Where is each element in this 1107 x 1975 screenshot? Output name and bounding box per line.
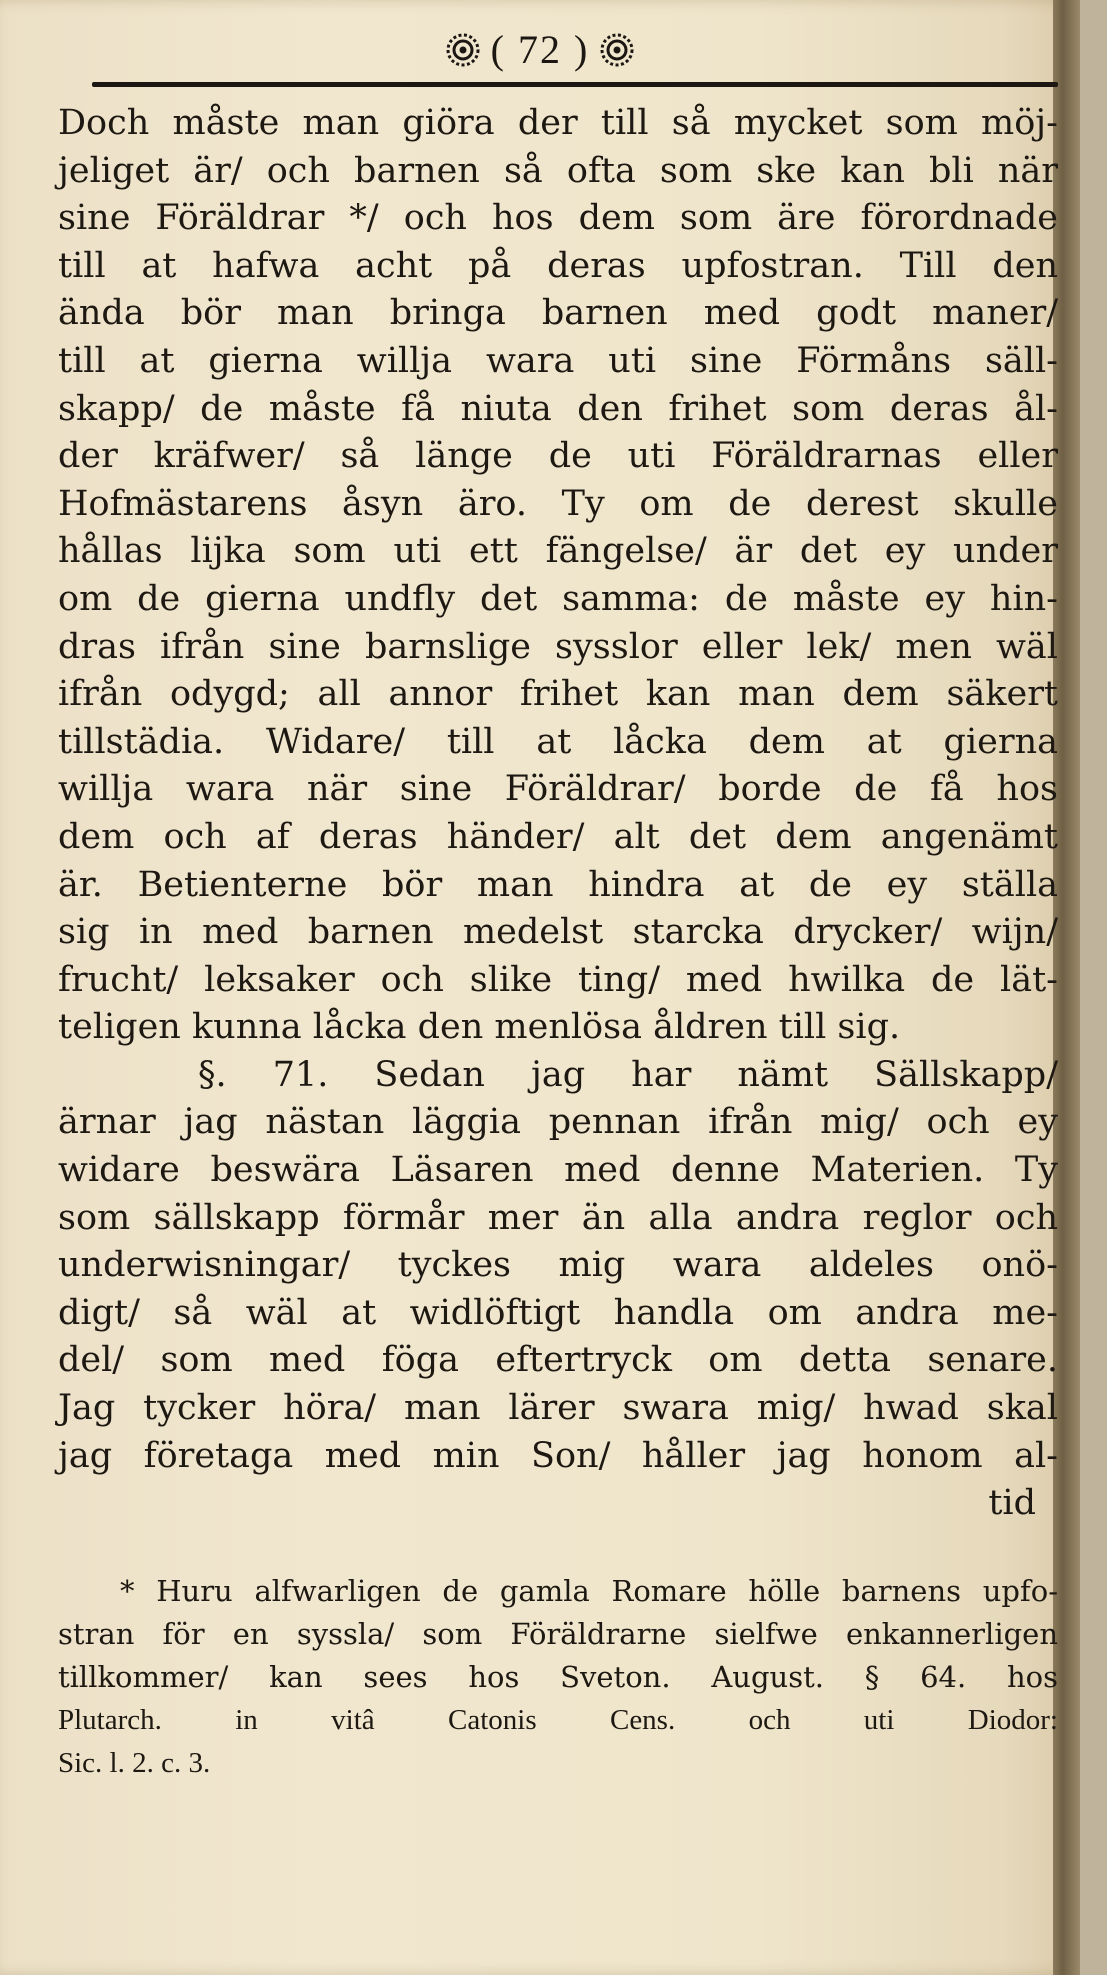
text-line: skapp/ de måste få niuta den frihet som deras ål-: [58, 388, 1058, 429]
text-line: till at gierna willja wara uti sine Förmåns säll-: [58, 340, 1058, 381]
footnote-line: * Huru alfwarligen de gamla Romare hölle barnens upfo-: [120, 1574, 1058, 1608]
text-line: der kräfwer/ så länge de uti Föräldrarnas eller: [58, 436, 1058, 477]
text-line: sig in med barnen medelst starcka drycker/ wijn/: [58, 912, 1058, 953]
text-line: tillstädia. Widare/ till at låcka dem at gierna: [58, 721, 1058, 762]
footnote: [58, 1570, 1058, 1785]
text-line: är. Betienterne bör man hindra at de ey ställa: [58, 864, 1058, 905]
catchword: tid: [988, 1483, 1036, 1524]
text-line: digt/ så wäl at widlöftigt handla om andra me-: [58, 1292, 1058, 1333]
footnote-line: tillkommer/ kan sees hos Sveton. August. § 64. hos: [58, 1660, 1058, 1694]
text-line: ifrån odygd; all annor frihet kan man dem säkert: [58, 674, 1058, 715]
text-line: dem och af deras händer/ alt det dem angenämt: [58, 816, 1058, 857]
text-line: jeliget är/ och barnen så ofta som ske kan bli när: [58, 150, 1058, 191]
section-heading-line: §. 71. Sedan jag har nämt Sällskapp/: [198, 1054, 1058, 1095]
rosette-ornament-icon: [599, 32, 635, 68]
text-line: Jag tycker höra/ man lärer swara mig/ hwad skal: [58, 1388, 1058, 1429]
text-line: om de gierna undfly det samma: de måste ey hin-: [58, 578, 1058, 619]
text-line: Doch måste man giöra der till så mycket som möj-: [58, 103, 1058, 143]
text-line: hållas lijka som uti ett fängelse/ är det ey under: [58, 531, 1058, 572]
text-line: sine Föräldrar */ och hos dem som äre förordnade: [58, 198, 1058, 239]
text-line: till at hafwa acht på deras upfostran. Till den: [58, 245, 1058, 286]
text-line: willja wara när sine Föräldrar/ borde de få hos: [58, 769, 1058, 810]
rosette-ornament-icon: [445, 32, 481, 68]
text-line: ända bör man bringa barnen med godt maner/: [58, 293, 1058, 334]
text-line: som sällskapp förmår mer än alla andra reglor och: [58, 1197, 1058, 1238]
text-line: del/ som med föga eftertryck om detta senare.: [58, 1340, 1058, 1381]
footnote-line: Plutarch. in vitâ Catonis Cens. och uti Diodor:: [58, 1704, 1058, 1736]
page-number: ( 72 ): [490, 27, 590, 72]
text-line: ärnar jag nästan läggia pennan ifrån mig/ och ey: [58, 1102, 1058, 1143]
text-line: jag företaga med min Son/ håller jag honom al-: [58, 1435, 1058, 1476]
text-line: underwisningar/ tyckes mig wara aldeles onö-: [58, 1245, 1058, 1286]
page-header: [0, 28, 1080, 72]
footnote-line: stran för en syssla/ som Föräldrarne sielfwe enkannerligen: [58, 1617, 1058, 1651]
text-line: Hofmästarens åsyn äro. Ty om de derest skulle: [58, 483, 1058, 524]
text-line: teligen kunna låcka den menlösa åldren till sig.: [58, 1007, 901, 1048]
body-text: [58, 100, 1058, 1528]
text-line: widare beswära Läsaren med denne Materien. Ty: [58, 1150, 1058, 1191]
text-line: dras ifrån sine barnslige sysslor eller lek/ men wäl: [58, 626, 1058, 667]
header-rule: [92, 82, 1058, 87]
text-line: frucht/ leksaker och slike ting/ med hwilka de lät-: [58, 959, 1058, 1000]
footnote-line: Sic. l. 2. c. 3.: [58, 1747, 211, 1779]
